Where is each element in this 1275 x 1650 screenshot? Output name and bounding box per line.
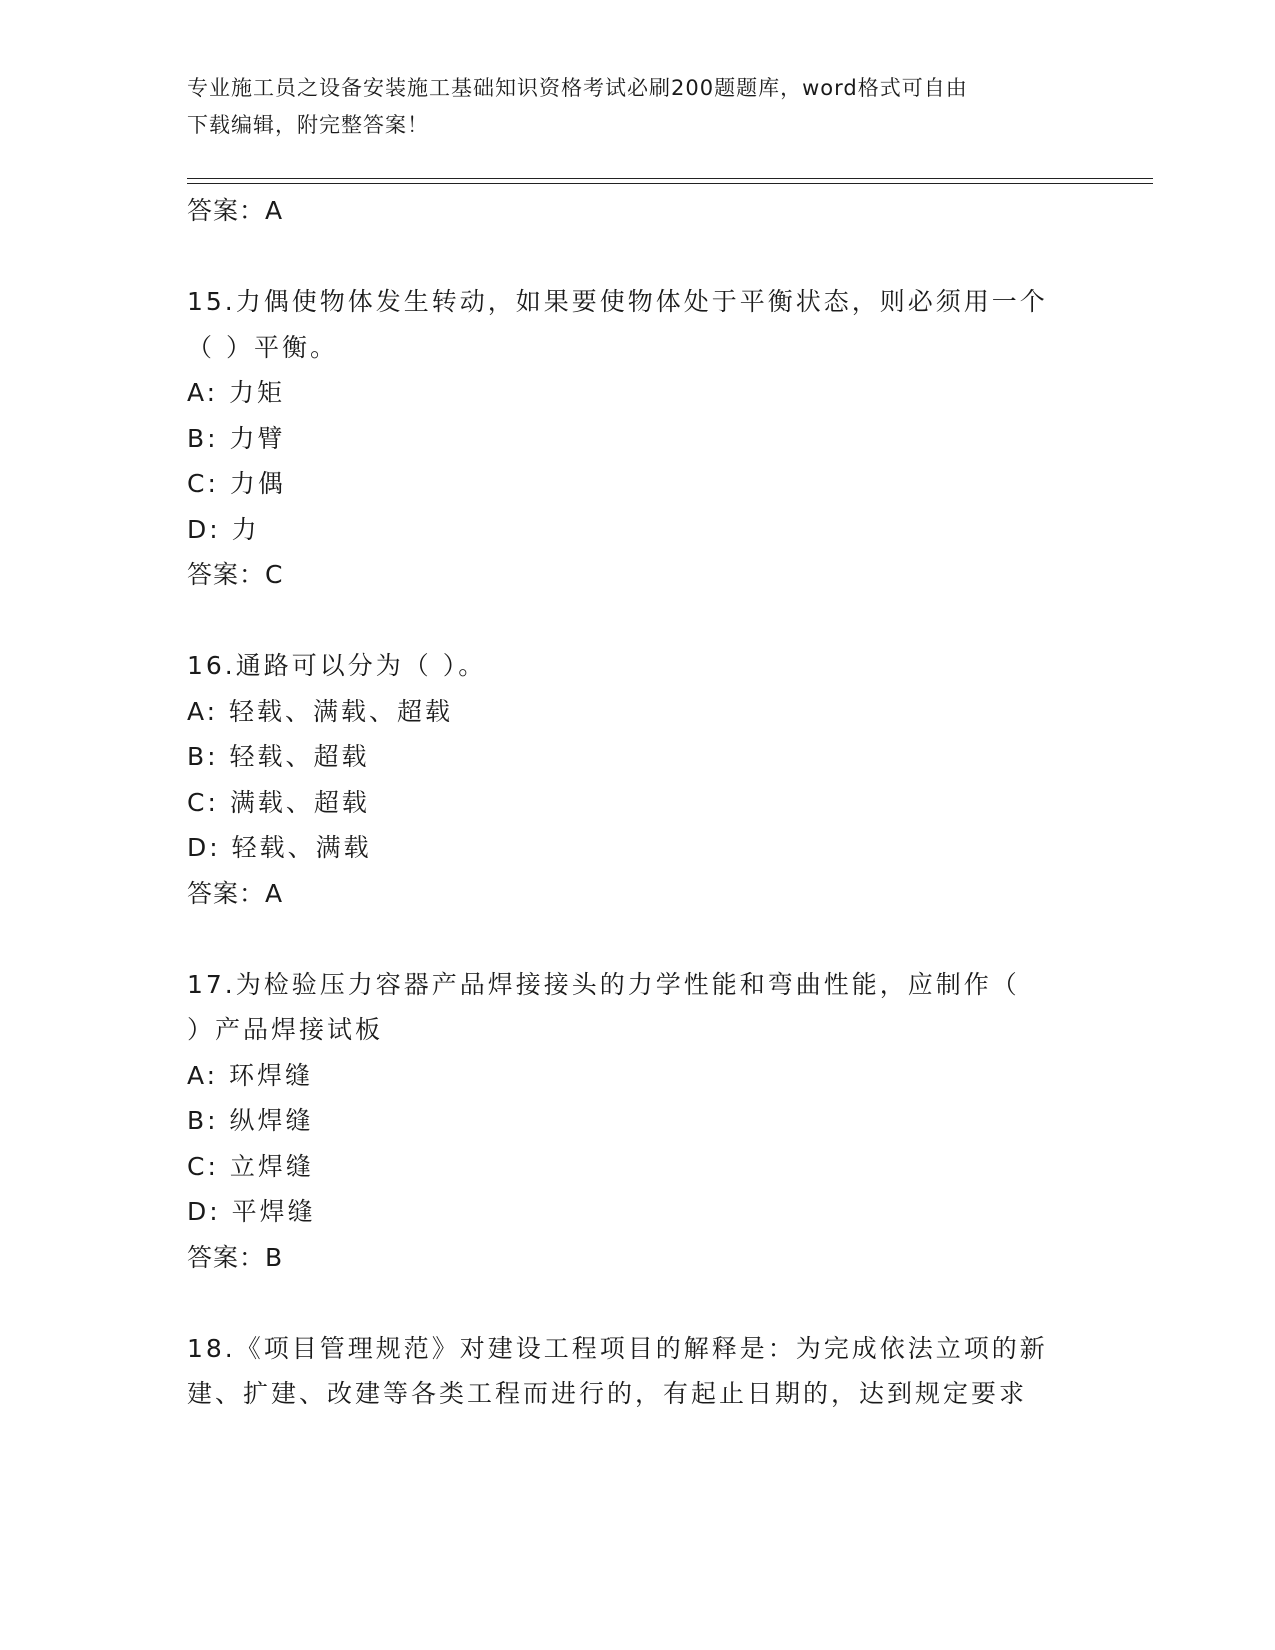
answer-line: 答案：A: [187, 196, 284, 225]
header-line-2: 下载编辑，附完整答案！: [187, 113, 429, 137]
option-b: B: 轻载、超载: [187, 742, 370, 771]
option-a: A: 轻载、满载、超载: [187, 696, 454, 726]
question-17-line-2: ）产品焊接试板: [187, 1015, 384, 1044]
spacer: [187, 598, 1087, 644]
answer-line: 答案：A: [187, 878, 284, 908]
spacer: [187, 1280, 1087, 1326]
question-15-line-1: 15.力偶使物体发生转动，如果要使物体处于平衡状态，则必须用一个: [187, 287, 1048, 316]
header-line-1: 专业施工员之设备安装施工基础知识资格考试必刷200题题库，word格式可自由: [187, 76, 968, 100]
question-18-line-1: 18.《项目管理规范》对建设工程项目的解释是：为完成依法立项的新: [187, 1333, 1048, 1363]
option-a: A: 力矩: [187, 378, 286, 407]
answer-line: 答案：C: [187, 560, 284, 589]
option-b: B: 纵焊缝: [187, 1106, 314, 1135]
option-d: D: 轻载、满载: [187, 833, 372, 862]
option-a: A: 环焊缝: [187, 1060, 314, 1090]
header-divider-bottom: [187, 183, 1153, 184]
header-divider-top: [187, 178, 1153, 179]
question-15-line-2: （ ）平衡。: [187, 332, 338, 362]
question-16-line-1: 16.通路可以分为（ ）。: [187, 651, 487, 680]
option-d: D: 平焊缝: [187, 1197, 316, 1226]
answer-line: 答案：B: [187, 1242, 284, 1272]
option-b: B: 力臂: [187, 423, 286, 453]
spacer: [187, 916, 1087, 962]
document-header: [187, 70, 1087, 144]
question-list: [187, 188, 1087, 1417]
option-d: D: 力: [187, 514, 260, 544]
option-c: C: 立焊缝: [187, 1151, 314, 1181]
spacer: [187, 234, 1087, 280]
question-18-line-2: 建、扩建、改建等各类工程而进行的，有起止日期的，达到规定要求: [187, 1379, 1028, 1408]
option-c: C: 满载、超载: [187, 787, 370, 817]
question-17-line-1: 17.为检验压力容器产品焊接接头的力学性能和弯曲性能，应制作（: [187, 969, 1020, 999]
option-c: C: 力偶: [187, 469, 286, 498]
